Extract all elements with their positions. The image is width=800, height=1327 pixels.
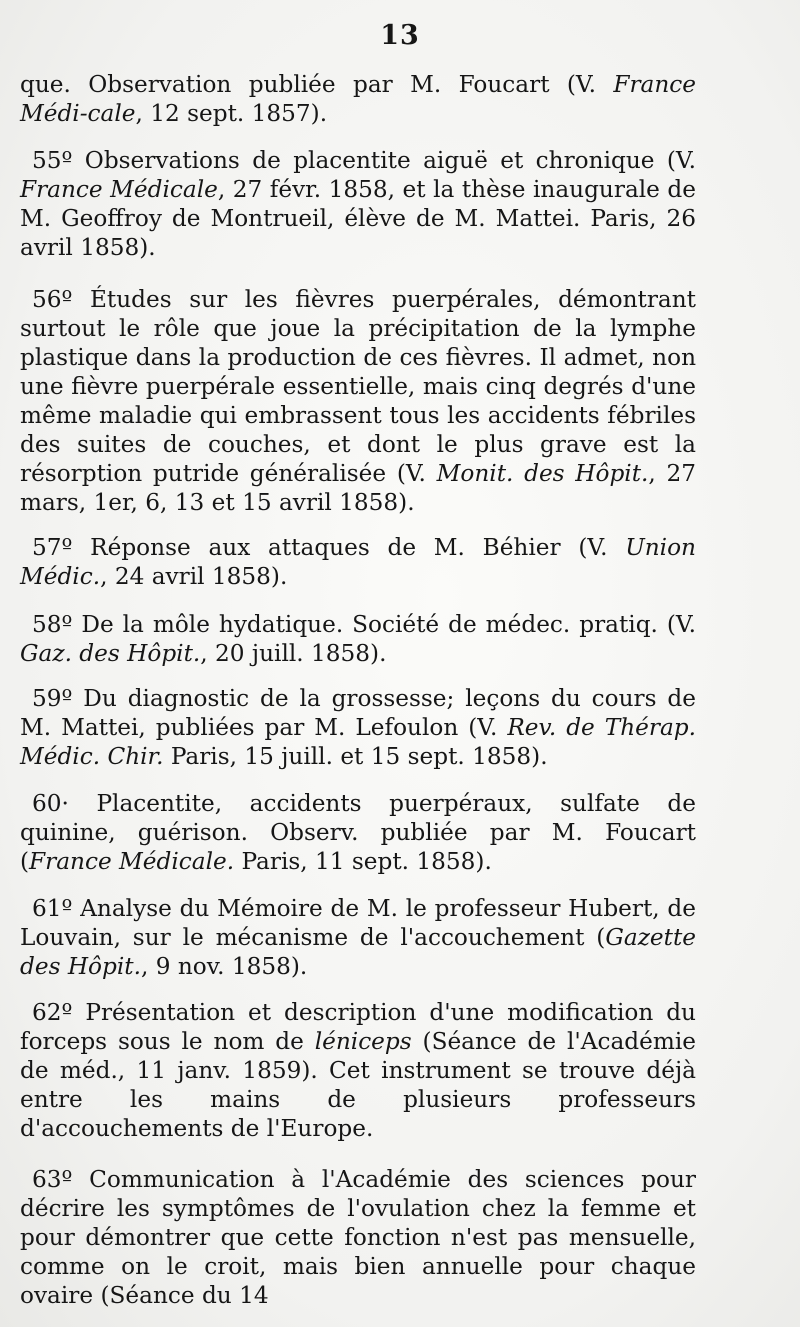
citation-italic: Rev. de Thérap. Médic. Chir.: [20, 713, 697, 770]
paragraph-text: , 27 mars, 1er, 6, 13 et 15 avril 1858).: [20, 460, 697, 517]
paragraph-text: 63º Communication à l'Académie des sciences pour décrire les symptômes de l'ovulation chez la femme et pour démontrer que cette fonction n'est pas mensuelle, comme on le croit, mais bien annuelle pour chaque ovaire (Séance du 14: [20, 1166, 696, 1310]
paragraph-p62: [20, 998, 696, 1143]
paragraph-p56: [20, 285, 696, 518]
paragraph-text: , 27 févr. 1858, et la thèse inaugurale de M. Geoffroy de Montrueil, élève de M. Mattei. Paris, 26 avril 1858).: [20, 176, 696, 262]
paragraph-text: Paris, 15 juill. et 15 sept. 1858).: [163, 742, 548, 770]
paragraph-text: , 24 avril 1858).: [100, 563, 288, 591]
paragraph-p59: [20, 684, 696, 771]
paragraph-text: 59º Du diagnostic de la grossesse; leçons du cours de M. Mattei, publiées par M. Lefoulon (V.: [20, 684, 696, 741]
paragraph-text: , 12 sept. 1857).: [135, 100, 328, 128]
paragraph-text: 56º Études sur les fièvres puerpérales, démontrant surtout le rôle que joue la précipitation de la lymphe plastique dans la production de ces fièvres. Il admet, non une fièvre puerpérale essentielle, mais cinq degrés d'une même maladie qui embrassent tous les accidents fébriles des suites de couches, et dont le plus grave est la résorption putride généralisée (V.: [20, 285, 696, 488]
citation-italic: Gazette des Hôpit.: [20, 924, 696, 981]
paragraph-text: , 20 juill. 1858).: [200, 639, 387, 667]
paragraph-text: que. Observation publiée par M. Foucart (V.: [20, 71, 614, 98]
paragraph-text: Paris, 11 sept. 1858).: [234, 848, 492, 876]
page-number: 13: [380, 20, 420, 51]
paragraph-p58: [20, 610, 696, 668]
citation-italic: France Médicale.: [29, 848, 235, 876]
paragraph-text: 55º Observations de placentite aiguë et chronique (V.: [32, 147, 696, 175]
citation-italic: France Médi-cale: [20, 71, 696, 128]
citation-italic: Union Médic.: [20, 534, 696, 591]
citation-italic: France Médicale: [20, 176, 218, 204]
citation-italic: Gaz. des Hôpit.: [20, 639, 201, 667]
paragraph-p54: [20, 70, 696, 128]
page-body: [20, 70, 696, 1310]
paragraph-text: 61º Analyse du Mémoire de M. le professeur Hubert, de Louvain, sur le mécanisme de l'accouchement (: [20, 895, 696, 952]
paragraph-p55: [20, 146, 696, 262]
citation-italic: Monit. des Hôpit.: [436, 460, 649, 488]
citation-italic: léniceps: [314, 1027, 412, 1055]
paragraph-p57: [20, 533, 696, 591]
paragraph-p63: [20, 1165, 696, 1310]
paragraph-text: 57º Réponse aux attaques de M. Béhier (V.: [32, 534, 626, 562]
paragraph-p60: [20, 789, 696, 876]
paragraph-text: 62º Présentation et description d'une modification du forceps sous le nom de: [20, 998, 696, 1055]
paragraph-text: (Séance de l'Académie de méd., 11 janv. 1859). Cet instrument se trouve déjà entre les mains de plusieurs professeurs d'accouchements de l'Europe.: [20, 1027, 696, 1142]
paragraph-p61: [20, 894, 696, 981]
paragraph-text: 58º De la môle hydatique. Société de médec. pratiq. (V.: [32, 610, 696, 638]
paragraph-text: 60· Placentite, accidents puerpéraux, sulfate de quinine, guérison. Observ. publiée par M. Foucart (: [20, 789, 696, 876]
paragraph-text: , 9 nov. 1858).: [140, 953, 308, 981]
